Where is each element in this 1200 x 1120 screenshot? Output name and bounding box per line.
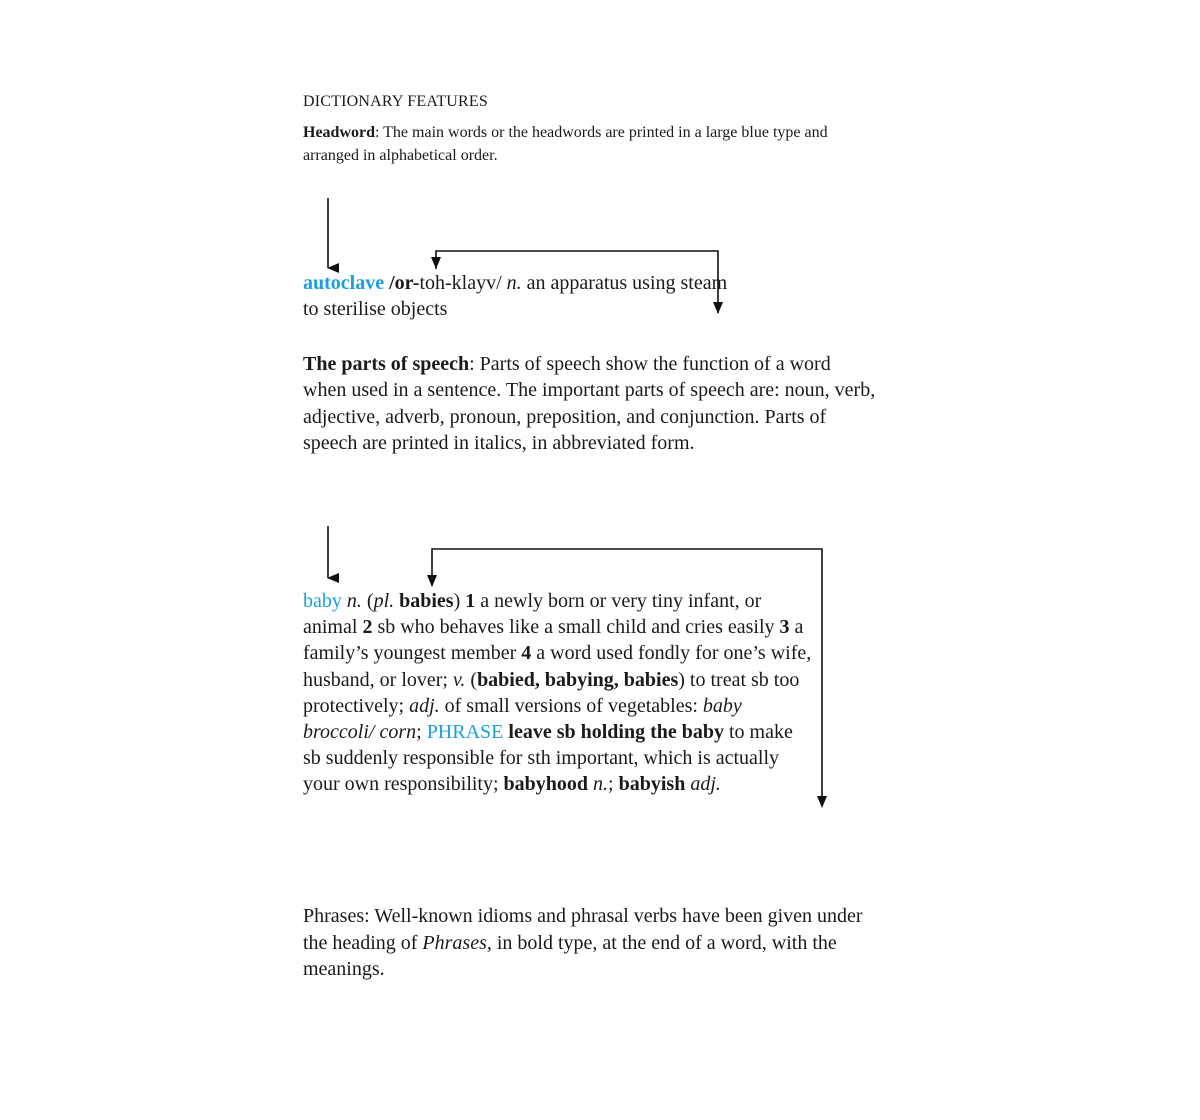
autoclave-part-of-speech: n.: [506, 272, 522, 294]
phrases-label: Phrases: [303, 905, 365, 927]
sense-2: sb who behaves like a small child and cries easily: [372, 616, 780, 639]
baby-headword: baby: [303, 590, 342, 612]
usage-example: baby broccoli/ corn: [303, 694, 742, 744]
text-run: (: [465, 668, 478, 691]
phrases-italic: Phrases: [422, 931, 487, 954]
text-run: ;: [608, 773, 619, 796]
sense-1: a newly born or very tiny infant, or animal: [303, 590, 762, 639]
parts-of-speech-text: : Parts of speech show the function of a word when used in a sentence. The important parts of speech are: noun, verb, adjective, adverb, pronoun, preposition, and conjunction. Parts of speech are printed in italics, in abbreviated form.: [303, 353, 876, 454]
plural-label: pl.: [373, 590, 395, 612]
derived-word-babyhood: babyhood: [503, 773, 589, 796]
sense-number-2: 2: [362, 616, 373, 639]
headword-description: [303, 121, 863, 167]
autoclave-pronunciation-start: /or-: [384, 272, 420, 294]
parts-of-speech-description: [303, 351, 878, 456]
phrases-description: [303, 903, 873, 983]
phrase-definition: to make sb suddenly responsible for sth important, which is actually your own responsibility;: [303, 721, 793, 796]
phrase-label: PHRASE: [426, 721, 504, 744]
headword-text: : The main words or the headwords are printed in a large blue type and arranged in alphabetical order.: [303, 124, 828, 164]
baby-pos-noun: n.: [341, 590, 362, 612]
autoclave-definition: an apparatus using steam to sterilise objects: [303, 272, 728, 320]
autoclave-headword: autoclave: [303, 272, 385, 294]
entry-baby: [303, 588, 813, 798]
derived-pos-adjective: adj.: [690, 773, 721, 796]
derived-word-babyish: babyish: [618, 773, 686, 796]
autoclave-pronunciation-rest: toh-klayv/: [419, 272, 507, 294]
entry-autoclave: [303, 270, 733, 322]
adjective-definition: of small versions of vegetables:: [439, 694, 703, 717]
verb-forms: babied, babying, babies: [477, 668, 679, 691]
text-run: ;: [416, 721, 427, 744]
plural-form: babies: [399, 590, 454, 612]
baby-pos-verb: v.: [452, 668, 466, 691]
arrowhead-pronunciation: [431, 257, 441, 269]
arrowhead-derived: [817, 796, 827, 808]
sense-3: a family’s youngest member: [303, 616, 804, 665]
baby-pos-adjective: adj.: [409, 694, 440, 717]
parts-of-speech-label: The parts of speech: [303, 353, 470, 375]
sense-number-1: 1: [465, 590, 476, 612]
text-run: (: [361, 590, 374, 612]
derived-pos-noun: n.: [593, 773, 609, 796]
text-run: ): [453, 590, 466, 612]
text-run: : Well-known idioms and phrasal verbs have been given under the heading of: [303, 905, 863, 954]
verb-definition: ) to treat sb too protectively;: [303, 668, 800, 717]
phrase: leave sb holding the baby: [508, 721, 724, 744]
sense-number-3: 3: [779, 616, 790, 639]
sense-number-4: 4: [521, 642, 532, 665]
page-title: DICTIONARY FEATURES: [303, 93, 488, 110]
arrowhead-plural: [427, 575, 437, 587]
headword-label: Headword: [303, 124, 375, 141]
sense-4: a word used fondly for one’s wife, husband, or lover;: [303, 642, 812, 691]
text-run: , in bold type, at the end of a word, with the meanings.: [303, 931, 837, 980]
